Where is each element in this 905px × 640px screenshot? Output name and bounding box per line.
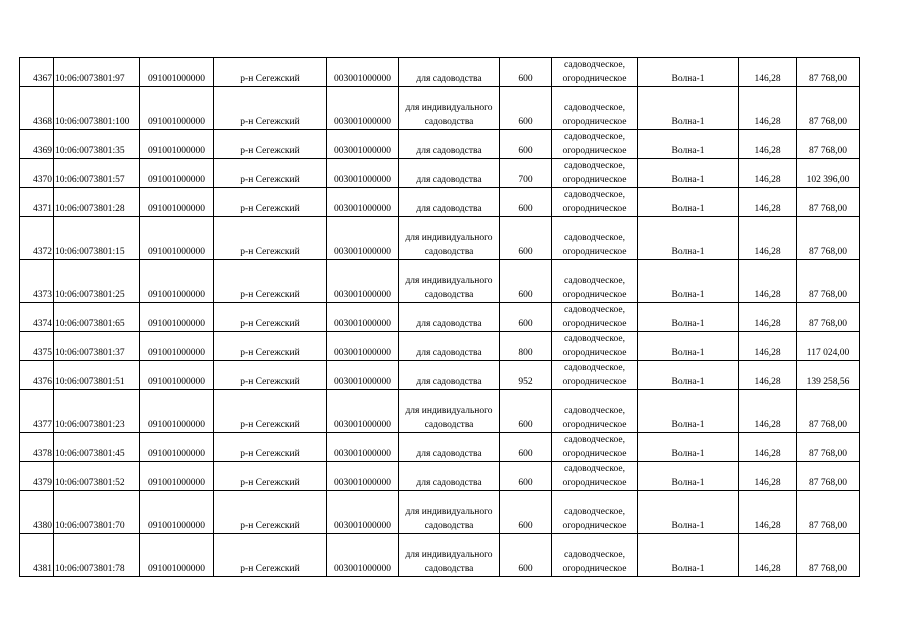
cadastral-value-cell: 87 768,00	[797, 433, 860, 462]
area-cell: 952	[500, 361, 552, 390]
permitted-use-cell: для садоводства	[399, 332, 500, 361]
cadastral-value-cell: 102 396,00	[797, 159, 860, 188]
okato-code-cell: 091001000000	[140, 87, 214, 130]
okato-code-cell: 091001000000	[140, 390, 214, 433]
cadastral-number-cell: 10:06:0073801:78	[54, 534, 140, 577]
permitted-use-cell: для садоводства	[399, 159, 500, 188]
zone-code-cell: 003001000000	[327, 534, 399, 577]
association-name-cell: Волна-1	[638, 534, 739, 577]
row-number-cell: 4372	[20, 217, 54, 260]
area-cell: 600	[500, 390, 552, 433]
cadastral-value-cell: 139 258,56	[797, 361, 860, 390]
permitted-use-cell: для индивидуального садоводства	[399, 534, 500, 577]
row-number-cell: 4380	[20, 491, 54, 534]
area-cell: 600	[500, 188, 552, 217]
table-row	[20, 159, 860, 188]
land-use-group-cell: садоводческое, огородническое	[552, 188, 638, 217]
land-use-group-cell: садоводческое, огородническое	[552, 361, 638, 390]
cadastral-number-cell: 10:06:0073801:35	[54, 130, 140, 159]
table-row	[20, 534, 860, 577]
cadastral-value-cell: 87 768,00	[797, 534, 860, 577]
cadastral-value-cell: 87 768,00	[797, 390, 860, 433]
okato-code-cell: 091001000000	[140, 534, 214, 577]
district-cell: р-н Сегежский	[214, 58, 327, 87]
area-cell: 600	[500, 217, 552, 260]
zone-code-cell: 003001000000	[327, 390, 399, 433]
area-cell: 600	[500, 260, 552, 303]
association-name-cell: Волна-1	[638, 462, 739, 491]
district-cell: р-н Сегежский	[214, 433, 327, 462]
association-name-cell: Волна-1	[638, 433, 739, 462]
permitted-use-cell: для садоводства	[399, 58, 500, 87]
zone-code-cell: 003001000000	[327, 303, 399, 332]
area-cell: 700	[500, 159, 552, 188]
row-number-cell: 4371	[20, 188, 54, 217]
land-use-group-cell: садоводческое, огородническое	[552, 58, 638, 87]
row-number-cell: 4381	[20, 534, 54, 577]
okato-code-cell: 091001000000	[140, 217, 214, 260]
specific-value-cell: 146,28	[739, 462, 797, 491]
okato-code-cell: 091001000000	[140, 188, 214, 217]
area-cell: 600	[500, 433, 552, 462]
area-cell: 800	[500, 332, 552, 361]
table-row	[20, 58, 860, 87]
area-cell: 600	[500, 303, 552, 332]
permitted-use-cell: для садоводства	[399, 462, 500, 491]
table-row	[20, 361, 860, 390]
association-name-cell: Волна-1	[638, 58, 739, 87]
table-row	[20, 188, 860, 217]
permitted-use-cell: для садоводства	[399, 361, 500, 390]
table-row	[20, 390, 860, 433]
table-row	[20, 87, 860, 130]
association-name-cell: Волна-1	[638, 361, 739, 390]
table-row	[20, 462, 860, 491]
okato-code-cell: 091001000000	[140, 58, 214, 87]
land-use-group-cell: садоводческое, огородническое	[552, 534, 638, 577]
okato-code-cell: 091001000000	[140, 462, 214, 491]
okato-code-cell: 091001000000	[140, 130, 214, 159]
row-number-cell: 4375	[20, 332, 54, 361]
table-row	[20, 433, 860, 462]
area-cell: 600	[500, 462, 552, 491]
district-cell: р-н Сегежский	[214, 188, 327, 217]
cadastral-number-cell: 10:06:0073801:37	[54, 332, 140, 361]
table-row	[20, 217, 860, 260]
okato-code-cell: 091001000000	[140, 303, 214, 332]
row-number-cell: 4370	[20, 159, 54, 188]
zone-code-cell: 003001000000	[327, 332, 399, 361]
specific-value-cell: 146,28	[739, 58, 797, 87]
district-cell: р-н Сегежский	[214, 303, 327, 332]
land-use-group-cell: садоводческое, огородническое	[552, 390, 638, 433]
association-name-cell: Волна-1	[638, 188, 739, 217]
cadastral-number-cell: 10:06:0073801:100	[54, 87, 140, 130]
row-number-cell: 4379	[20, 462, 54, 491]
district-cell: р-н Сегежский	[214, 534, 327, 577]
zone-code-cell: 003001000000	[327, 87, 399, 130]
district-cell: р-н Сегежский	[214, 159, 327, 188]
specific-value-cell: 146,28	[739, 534, 797, 577]
cadastral-number-cell: 10:06:0073801:28	[54, 188, 140, 217]
zone-code-cell: 003001000000	[327, 188, 399, 217]
land-use-group-cell: садоводческое, огородническое	[552, 303, 638, 332]
specific-value-cell: 146,28	[739, 361, 797, 390]
table-row	[20, 303, 860, 332]
cadastral-value-cell: 87 768,00	[797, 130, 860, 159]
cadastral-value-cell: 87 768,00	[797, 217, 860, 260]
permitted-use-cell: для садоводства	[399, 433, 500, 462]
land-use-group-cell: садоводческое, огородническое	[552, 260, 638, 303]
cadastral-value-cell: 87 768,00	[797, 462, 860, 491]
land-use-group-cell: садоводческое, огородническое	[552, 462, 638, 491]
cadastral-value-cell: 87 768,00	[797, 303, 860, 332]
specific-value-cell: 146,28	[739, 159, 797, 188]
table-row	[20, 130, 860, 159]
cadastral-value-cell: 87 768,00	[797, 188, 860, 217]
zone-code-cell: 003001000000	[327, 491, 399, 534]
association-name-cell: Волна-1	[638, 217, 739, 260]
cadastral-number-cell: 10:06:0073801:15	[54, 217, 140, 260]
permitted-use-cell: для садоводства	[399, 303, 500, 332]
cadastral-value-cell: 87 768,00	[797, 87, 860, 130]
table-row	[20, 260, 860, 303]
permitted-use-cell: для садоводства	[399, 188, 500, 217]
cadastral-number-cell: 10:06:0073801:52	[54, 462, 140, 491]
cadastral-value-cell: 117 024,00	[797, 332, 860, 361]
land-use-group-cell: садоводческое, огородническое	[552, 130, 638, 159]
table-body	[20, 58, 860, 577]
zone-code-cell: 003001000000	[327, 462, 399, 491]
permitted-use-cell: для индивидуального садоводства	[399, 87, 500, 130]
specific-value-cell: 146,28	[739, 303, 797, 332]
district-cell: р-н Сегежский	[214, 87, 327, 130]
land-use-group-cell: садоводческое, огородническое	[552, 217, 638, 260]
area-cell: 600	[500, 87, 552, 130]
permitted-use-cell: для садоводства	[399, 130, 500, 159]
district-cell: р-н Сегежский	[214, 332, 327, 361]
specific-value-cell: 146,28	[739, 188, 797, 217]
area-cell: 600	[500, 130, 552, 159]
okato-code-cell: 091001000000	[140, 491, 214, 534]
land-use-group-cell: садоводческое, огородническое	[552, 159, 638, 188]
land-use-group-cell: садоводческое, огородническое	[552, 491, 638, 534]
okato-code-cell: 091001000000	[140, 332, 214, 361]
row-number-cell: 4374	[20, 303, 54, 332]
cadastral-number-cell: 10:06:0073801:23	[54, 390, 140, 433]
cadastral-number-cell: 10:06:0073801:70	[54, 491, 140, 534]
row-number-cell: 4369	[20, 130, 54, 159]
zone-code-cell: 003001000000	[327, 260, 399, 303]
cadastral-number-cell: 10:06:0073801:25	[54, 260, 140, 303]
permitted-use-cell: для индивидуального садоводства	[399, 260, 500, 303]
cadastral-value-table	[19, 57, 860, 577]
association-name-cell: Волна-1	[638, 130, 739, 159]
district-cell: р-н Сегежский	[214, 462, 327, 491]
okato-code-cell: 091001000000	[140, 433, 214, 462]
land-use-group-cell: садоводческое, огородническое	[552, 332, 638, 361]
specific-value-cell: 146,28	[739, 433, 797, 462]
okato-code-cell: 091001000000	[140, 260, 214, 303]
zone-code-cell: 003001000000	[327, 433, 399, 462]
cadastral-value-cell: 87 768,00	[797, 491, 860, 534]
cadastral-value-cell: 87 768,00	[797, 260, 860, 303]
zone-code-cell: 003001000000	[327, 217, 399, 260]
zone-code-cell: 003001000000	[327, 361, 399, 390]
row-number-cell: 4377	[20, 390, 54, 433]
association-name-cell: Волна-1	[638, 390, 739, 433]
specific-value-cell: 146,28	[739, 390, 797, 433]
zone-code-cell: 003001000000	[327, 58, 399, 87]
row-number-cell: 4373	[20, 260, 54, 303]
association-name-cell: Волна-1	[638, 159, 739, 188]
association-name-cell: Волна-1	[638, 491, 739, 534]
okato-code-cell: 091001000000	[140, 361, 214, 390]
specific-value-cell: 146,28	[739, 260, 797, 303]
area-cell: 600	[500, 534, 552, 577]
specific-value-cell: 146,28	[739, 491, 797, 534]
association-name-cell: Волна-1	[638, 303, 739, 332]
land-use-group-cell: садоводческое, огородническое	[552, 87, 638, 130]
cadastral-number-cell: 10:06:0073801:97	[54, 58, 140, 87]
row-number-cell: 4378	[20, 433, 54, 462]
district-cell: р-н Сегежский	[214, 130, 327, 159]
zone-code-cell: 003001000000	[327, 159, 399, 188]
permitted-use-cell: для индивидуального садоводства	[399, 390, 500, 433]
cadastral-number-cell: 10:06:0073801:65	[54, 303, 140, 332]
cadastral-number-cell: 10:06:0073801:51	[54, 361, 140, 390]
table-row	[20, 491, 860, 534]
district-cell: р-н Сегежский	[214, 361, 327, 390]
row-number-cell: 4376	[20, 361, 54, 390]
row-number-cell: 4367	[20, 58, 54, 87]
specific-value-cell: 146,28	[739, 130, 797, 159]
district-cell: р-н Сегежский	[214, 217, 327, 260]
cadastral-number-cell: 10:06:0073801:57	[54, 159, 140, 188]
specific-value-cell: 146,28	[739, 217, 797, 260]
area-cell: 600	[500, 58, 552, 87]
land-use-group-cell: садоводческое, огородническое	[552, 433, 638, 462]
association-name-cell: Волна-1	[638, 332, 739, 361]
district-cell: р-н Сегежский	[214, 390, 327, 433]
permitted-use-cell: для индивидуального садоводства	[399, 491, 500, 534]
association-name-cell: Волна-1	[638, 260, 739, 303]
table-row	[20, 332, 860, 361]
association-name-cell: Волна-1	[638, 87, 739, 130]
zone-code-cell: 003001000000	[327, 130, 399, 159]
row-number-cell: 4368	[20, 87, 54, 130]
specific-value-cell: 146,28	[739, 87, 797, 130]
district-cell: р-н Сегежский	[214, 491, 327, 534]
cadastral-value-cell: 87 768,00	[797, 58, 860, 87]
area-cell: 600	[500, 491, 552, 534]
specific-value-cell: 146,28	[739, 332, 797, 361]
okato-code-cell: 091001000000	[140, 159, 214, 188]
district-cell: р-н Сегежский	[214, 260, 327, 303]
cadastral-number-cell: 10:06:0073801:45	[54, 433, 140, 462]
permitted-use-cell: для индивидуального садоводства	[399, 217, 500, 260]
